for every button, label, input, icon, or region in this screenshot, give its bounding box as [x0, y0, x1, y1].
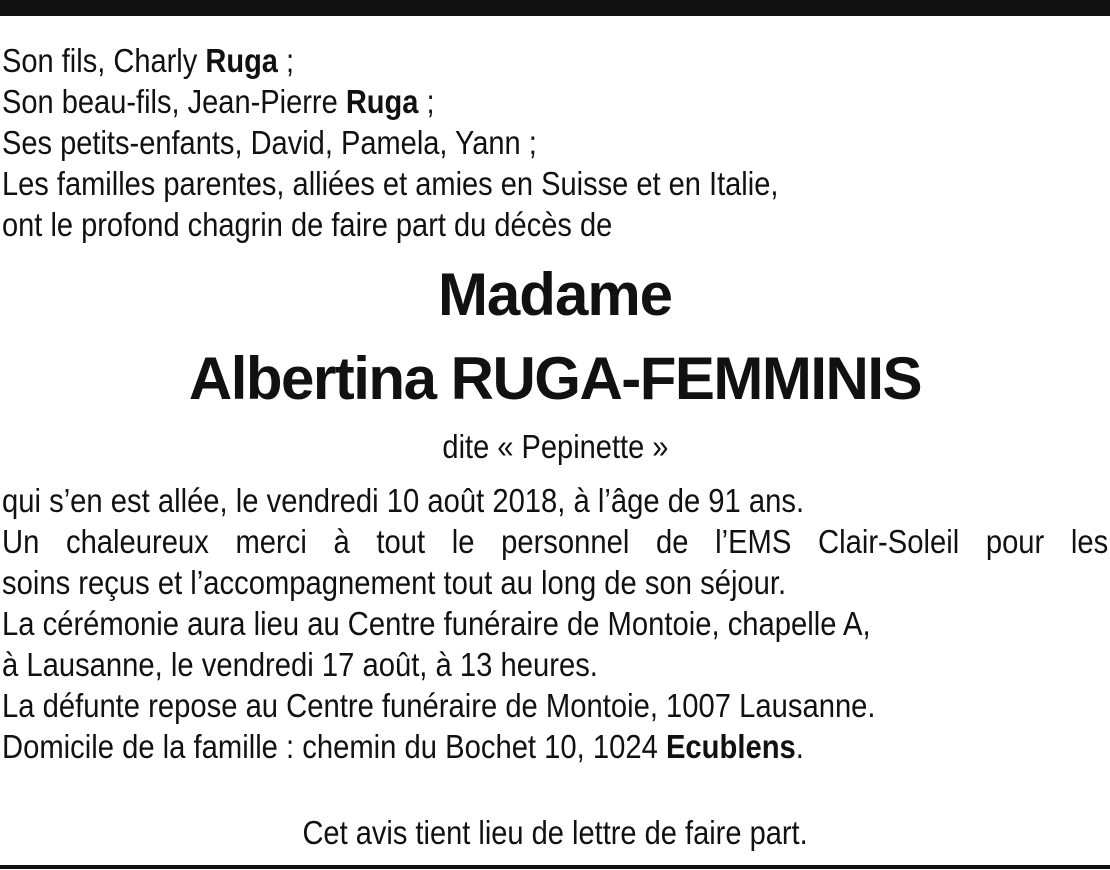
surname-ruga-son: Ruga: [205, 42, 278, 79]
deceased-name: Albertina RUGA-FEMMINIS: [188, 345, 922, 412]
body-line-care: soins reçus et l’accompagnement tout au long de son séjour.: [2, 564, 787, 601]
intro-line-families: Les familles parentes, alliées et amies en Suisse et en Italie,: [2, 165, 779, 202]
body-line-domicile: Domicile de la famille : chemin du Bochet 10, 1024 Ecublens.: [2, 728, 804, 765]
body-line-ceremony: La cérémonie aura lieu au Centre funéraire de Montoie, chapelle A,: [2, 605, 871, 642]
body-line-rest: La défunte repose au Centre funéraire de Montoie, 1007 Lausanne.: [2, 687, 876, 724]
deceased-nickname: dite « Pepinette »: [441, 428, 669, 465]
bottom-border: [0, 865, 1110, 869]
surname-ruga-stepson: Ruga: [345, 83, 419, 120]
footer-note: Cet avis tient lieu de lettre de faire part.: [302, 814, 808, 851]
intro-line-grandchildren: Ses petits-enfants, David, Pamela, Yann ;: [2, 124, 537, 161]
family-intro: [2, 40, 970, 245]
top-border: [0, 0, 1110, 16]
intro-line-stepson: Son beau-fils, Jean-Pierre Ruga ;: [2, 83, 435, 120]
town-ecublens: Ecublens: [665, 728, 796, 765]
intro-line-announcement: ont le profond chagrin de faire part du décès de: [2, 206, 613, 243]
body-line-ceremony-date: à Lausanne, le vendredi 17 août, à 13 heures.: [2, 646, 598, 683]
body-line-thanks: Un chaleureux merci à tout le personnel de l’EMS Clair-Soleil pour les: [2, 523, 1109, 560]
obituary-body: [2, 480, 1109, 767]
body-line-passing: qui s’en est allée, le vendredi 10 août 2018, à l’âge de 91 ans.: [2, 482, 805, 519]
deceased-title: Madame: [437, 261, 673, 328]
intro-line-son: Son fils, Charly Ruga ;: [2, 42, 295, 79]
